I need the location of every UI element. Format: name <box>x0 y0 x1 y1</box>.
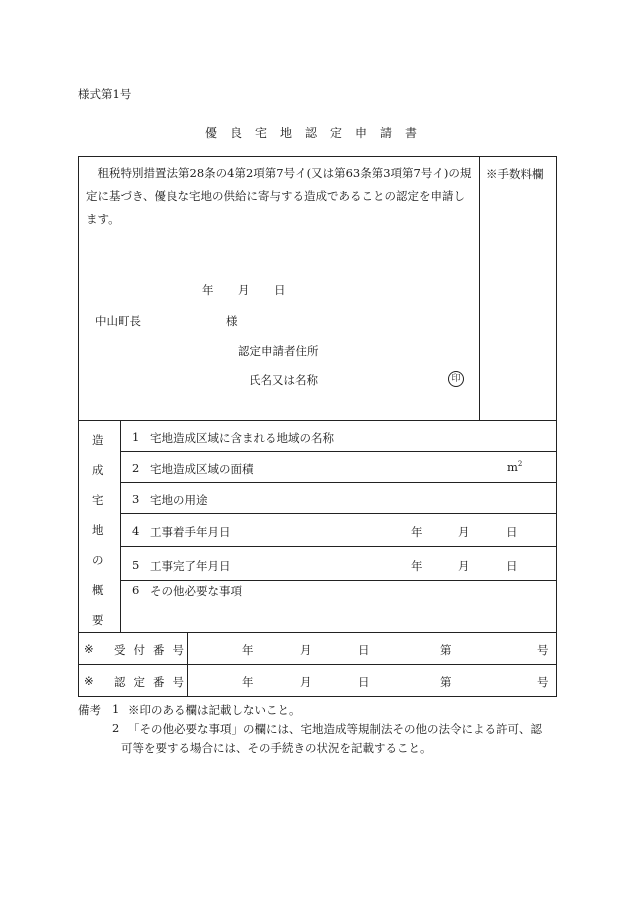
recipient-honorific: 様 <box>226 314 238 328</box>
office-month: 月 <box>300 675 312 689</box>
page-title: 優良宅地認定申請書 <box>205 126 431 140</box>
office-year: 年 <box>242 643 254 657</box>
item-label: 宅地造成区域の面積 <box>150 462 254 476</box>
date-year: 年 <box>202 283 214 297</box>
office-suffix: 号 <box>537 643 549 657</box>
overview-char: 宅 <box>92 493 104 507</box>
recipient-name: 中山町長 <box>95 314 141 328</box>
office-mark: ※ <box>84 642 94 656</box>
item-label: 宅地の用途 <box>150 493 208 507</box>
item-number: 1 <box>132 430 140 444</box>
item-day: 日 <box>506 559 518 573</box>
item-number: 3 <box>132 492 140 506</box>
area-unit: $m^2$ <box>507 460 523 474</box>
office-month: 月 <box>300 643 312 657</box>
office-label: 受付番号 <box>114 643 192 657</box>
item-number: 5 <box>132 558 140 572</box>
form-number: 様式第1号 <box>78 87 132 101</box>
office-day: 日 <box>358 643 370 657</box>
seal-icon: 印 <box>448 371 464 387</box>
overview-char: 概 <box>92 583 104 597</box>
office-day: 日 <box>358 675 370 689</box>
date-day: 日 <box>274 283 286 297</box>
applicant-address-label: 認定申請者住所 <box>238 344 319 358</box>
fee-column-label: ※手数料欄 <box>486 167 544 181</box>
declaration-text: 租税特別措置法第28条の4第2項第7号イ(又は第63条第3項第7号イ)の規定に基づき、優良な宅地の供給に寄与する造成であることの認定を申請します。 <box>86 166 472 226</box>
applicant-name-label: 氏名又は名称 <box>249 373 318 387</box>
office-prefix: 第 <box>440 675 452 689</box>
item-label: その他必要な事項 <box>150 584 242 598</box>
notes-heading: 備考 <box>78 703 101 717</box>
overview-char: の <box>92 553 104 567</box>
item-label: 宅地造成区域に含まれる地域の名称 <box>150 431 334 445</box>
note-text-continued: 可等を要する場合には、その手続きの状況を記載すること。 <box>121 741 432 755</box>
item-year: 年 <box>411 525 423 539</box>
item-number: 6 <box>132 583 140 597</box>
item-number: 2 <box>132 461 140 475</box>
item-month: 月 <box>458 525 470 539</box>
office-mark: ※ <box>84 674 94 688</box>
office-label: 認定番号 <box>114 675 192 689</box>
item-month: 月 <box>458 559 470 573</box>
item-day: 日 <box>506 525 518 539</box>
note-text: 「その他必要な事項」の欄には、宅地造成等規制法その他の法令による許可、認 <box>128 722 542 736</box>
note-number: 1 <box>112 702 120 716</box>
office-prefix: 第 <box>440 643 452 657</box>
item-label: 工事完了年月日 <box>150 559 231 573</box>
overview-char: 地 <box>92 523 104 537</box>
item-number: 4 <box>132 524 140 538</box>
date-month: 月 <box>238 283 250 297</box>
overview-char: 造 <box>92 433 104 447</box>
item-year: 年 <box>411 559 423 573</box>
note-number: 2 <box>112 721 120 735</box>
office-suffix: 号 <box>537 675 549 689</box>
item-label: 工事着手年月日 <box>150 525 231 539</box>
office-year: 年 <box>242 675 254 689</box>
overview-char: 成 <box>92 463 104 477</box>
note-text: ※印のある欄は記載しないこと。 <box>128 703 301 717</box>
overview-char: 要 <box>92 613 104 627</box>
